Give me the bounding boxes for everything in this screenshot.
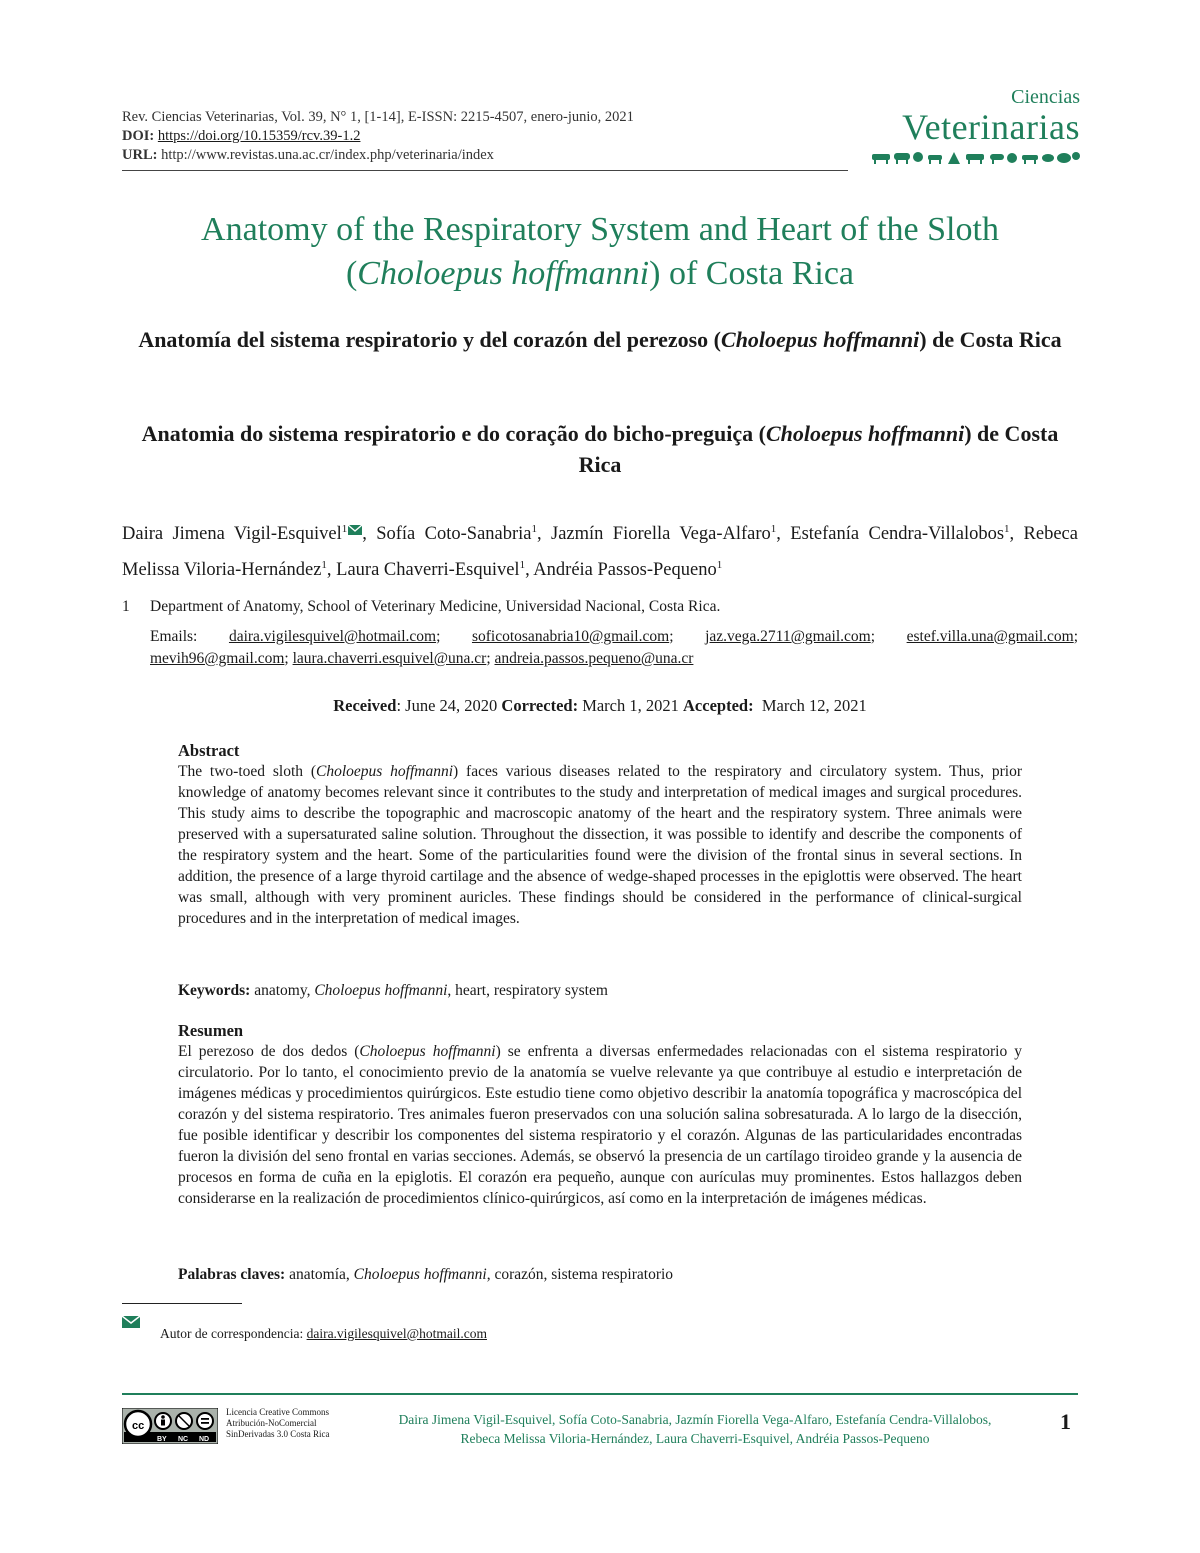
author-affiliation-mark: 1 bbox=[519, 559, 526, 572]
footnote-label: Autor de correspondencia: bbox=[160, 1326, 307, 1341]
author-list bbox=[122, 514, 1078, 586]
footnote-divider bbox=[122, 1303, 242, 1304]
email-link[interactable]: laura.chaverri.esquivel@una.cr bbox=[292, 650, 487, 667]
article-dates bbox=[120, 696, 1080, 716]
author-affiliation-mark: 1 bbox=[1004, 523, 1010, 535]
received-label: Received bbox=[333, 696, 397, 715]
subtitle-pt-before: Anatomia do sistema respiratorio e do coração do bicho-preguiça ( bbox=[141, 421, 766, 446]
abstract-text-after: ) faces various diseases related to the respiratory and circulatory system. Thus, prior knowledge of anatomy becomes relevant since it contributes to the study and interpretation of medical images and surgical procedures. This study aims to describe the topographic and macroscopic anatomy of the heart and the respiratory system. Three animals were preserved with a supersaturated saline solution. Throughout the dissection, it was possible to identify and describe the components of the respiratory system and the heart. Some of the particularities found were the division of the frontal sinus in several sections. In addition, the presence of a large thyroid cartilage and the absence of wedge-shaped processes in the epiglottis were observed. The heart was small, although with very prominent auricles. These findings should be considered in the performance of clinical-surgical procedures and in the interpretation of medical images. bbox=[178, 763, 1022, 927]
accepted-label: Accepted: bbox=[683, 696, 754, 715]
author-emails: Emails: daira.vigilesquivel@hotmail.com; soficotosanabria10@gmail.com; jaz.vega.2711@gmail.com; estef.villa.una@gmail.com; mevih96@gmail.com; laura.chaverri.esquivel@una.cr; andreia.passos.pequeno@una.cr bbox=[150, 628, 1078, 667]
abstract-species: Choloepus hoffmanni bbox=[316, 763, 454, 780]
doi-label: DOI: bbox=[122, 128, 155, 144]
corresponding-email-link[interactable]: daira.vigilesquivel@hotmail.com bbox=[306, 1326, 487, 1341]
author-affiliation-mark: 1 bbox=[321, 559, 327, 572]
subtitle-es-after: ) de Costa Rica bbox=[919, 327, 1062, 352]
footer-author-list bbox=[370, 1410, 1020, 1448]
title-portuguese bbox=[120, 418, 1080, 480]
keywords-after: , heart, respiratory system bbox=[447, 982, 608, 999]
resumen-section bbox=[178, 1020, 1022, 1209]
doi-link[interactable]: https://doi.org/10.15359/rcv.39-1.2 bbox=[157, 128, 361, 144]
citation-line: Rev. Ciencias Veterinarias, Vol. 39, N° 1, [1-14], E-ISSN: 2215-4507, enero-junio, 2021 bbox=[122, 109, 634, 125]
author-name: Laura Chaverri-Esquivel bbox=[336, 560, 520, 581]
cc-by-label: BY bbox=[157, 1436, 167, 1443]
keywords-section bbox=[178, 980, 1022, 1001]
author-separator: , bbox=[525, 560, 534, 581]
author-separator: , bbox=[362, 524, 377, 545]
author-affiliation-mark: 1 bbox=[341, 523, 348, 535]
author-name: Rebeca Melissa Viloria-Hernández bbox=[122, 524, 1078, 581]
title-species: Choloepus hoffmanni bbox=[357, 255, 650, 292]
author-separator: , bbox=[326, 560, 337, 581]
license-line2: Atribución-NoComercial bbox=[226, 1418, 317, 1428]
abstract-section bbox=[178, 740, 1022, 929]
license-text bbox=[226, 1407, 356, 1440]
subtitle-pt-species: Choloepus hoffmanni bbox=[765, 421, 965, 446]
abstract-heading: Abstract bbox=[178, 741, 240, 760]
logo-line2: Veterinarias bbox=[902, 107, 1080, 147]
title-open-paren: ( bbox=[345, 255, 358, 292]
mail-icon[interactable] bbox=[348, 525, 362, 535]
author-name: Sofía Coto-Sanabria bbox=[376, 524, 532, 545]
resumen-text-after: ) se enfrenta a diversas enfermedades relacionadas con el sistema respiratorio y circulatorio. Por lo tanto, el conocimiento previo de la anatomía se vuelve relevante ya que contribuye al estudio e interpretación de imágenes médicas y procedimientos quirúrgicos. Este estudio tiene como objetivo describir la anatomía topográfica y macroscópica del corazón y del sistema respiratorio. Tres animales fueron preservados con una solución salina sobresaturada. A lo largo de la disección, fue posible identificar y describir los componentes del sistema respiratorio y el corazón. Algunas de las particularidades encontradas fueron la división del seno frontal en varias secciones. Además, se observó la presencia de un cartílago tiroideo grande y la ausencia de procesos en forma de cuña en la epiglotis. El corazón era pequeño, aunque con aurículas muy prominentes. Estos hallazgos deben considerarse en la realización de procedimientos clínico-quirúrgicos, así como en la interpretación de imágenes médicas. bbox=[178, 1043, 1023, 1207]
email-link[interactable]: andreia.passos.pequeno@una.cr bbox=[494, 650, 694, 667]
abstract-text bbox=[178, 761, 1022, 929]
keywords-species: Choloepus hoffmanni bbox=[314, 982, 448, 999]
license-line3: SinDerivadas 3.0 Costa Rica bbox=[226, 1429, 330, 1439]
url-label: URL: bbox=[122, 147, 158, 163]
author-name: Estefanía Cendra-Villalobos bbox=[790, 524, 1005, 545]
creative-commons-badge-icon[interactable] bbox=[122, 1408, 218, 1444]
abstract-text-before: The two-toed sloth ( bbox=[178, 763, 317, 780]
corresponding-author-note bbox=[160, 1326, 487, 1342]
resumen-text bbox=[178, 1041, 1022, 1209]
email-link[interactable]: jaz.vega.2711@gmail.com bbox=[705, 628, 871, 645]
author-separator: , bbox=[776, 524, 791, 545]
email-link[interactable]: soficotosanabria10@gmail.com bbox=[471, 628, 670, 645]
affiliation-number: 1 bbox=[122, 598, 130, 615]
author-name: Daira Jimena Vigil-Esquivel bbox=[122, 524, 342, 545]
svg-text:cc: cc bbox=[132, 1420, 145, 1432]
corrected-label: Corrected: bbox=[501, 696, 579, 715]
title-line2-rest: ) of Costa Rica bbox=[649, 255, 855, 292]
title-spanish bbox=[120, 324, 1080, 355]
journal-logo bbox=[868, 86, 1080, 169]
cc-nc-label: NC bbox=[178, 1436, 189, 1443]
mail-icon bbox=[122, 1316, 140, 1328]
author-name: Jazmín Fiorella Vega-Alfaro bbox=[551, 524, 771, 545]
article-title bbox=[120, 208, 1080, 296]
email-link[interactable]: estef.villa.una@gmail.com bbox=[906, 628, 1074, 645]
url-line bbox=[122, 146, 852, 165]
author-separator: , bbox=[1009, 524, 1024, 545]
keywords-label: Keywords: bbox=[178, 982, 251, 999]
footer-authors-line1: Daira Jimena Vigil-Esquivel, Sofía Coto-Sanabria, Jazmín Fiorella Vega-Alfaro, Estefanía Cendra-Villalobos, bbox=[398, 1412, 992, 1427]
resumen-text-before: El perezoso de dos dedos ( bbox=[178, 1043, 360, 1060]
received-date: : June 24, 2020 bbox=[396, 696, 498, 715]
email-link[interactable]: mevih96@gmail.com bbox=[150, 650, 285, 667]
animal-silhouettes-icon bbox=[872, 150, 1080, 164]
palabras-claves-line bbox=[178, 1264, 1022, 1285]
keywords-line bbox=[178, 980, 1022, 1001]
logo-line1: Ciencias bbox=[1011, 86, 1080, 108]
footer-authors-line2: Rebeca Melissa Viloria-Hernández, Laura Chaverri-Esquivel, Andréia Passos-Pequeno bbox=[460, 1431, 930, 1446]
palabras-claves-label: Palabras claves: bbox=[178, 1266, 286, 1283]
license-line1: Licencia Creative Commons bbox=[226, 1407, 329, 1417]
subtitle-es-species: Choloepus hoffmanni bbox=[721, 327, 920, 352]
accepted-date: March 12, 2021 bbox=[761, 696, 867, 715]
subtitle-es-before: Anatomía del sistema respiratorio y del corazón del perezoso ( bbox=[138, 327, 722, 352]
emails-label: Emails: bbox=[150, 628, 198, 645]
author-separator: , bbox=[537, 524, 552, 545]
journal-url[interactable]: http://www.revistas.una.ac.cr/index.php/veterinaria/index bbox=[161, 147, 494, 163]
author-affiliation-mark: 1 bbox=[716, 559, 723, 572]
palabras-before: anatomía, bbox=[285, 1266, 354, 1283]
resumen-heading: Resumen bbox=[178, 1021, 244, 1040]
email-link[interactable]: daira.vigilesquivel@hotmail.com bbox=[228, 628, 437, 645]
author-name: Andréia Passos-Pequeno bbox=[533, 560, 717, 581]
author-affiliation-mark: 1 bbox=[531, 523, 538, 535]
author-affiliation-mark: 1 bbox=[770, 523, 777, 535]
title-line1: Anatomy of the Respiratory System and Heart of the Sloth bbox=[201, 211, 999, 248]
header-divider bbox=[122, 170, 848, 171]
palabras-claves-section bbox=[178, 1264, 1022, 1285]
keywords-before: anatomy, bbox=[250, 982, 315, 999]
subtitle-pt-after: ) de Costa Rica bbox=[578, 421, 1059, 477]
footer-divider bbox=[122, 1393, 1078, 1395]
page-number: 1 bbox=[1060, 1409, 1071, 1434]
cc-nd-label: ND bbox=[199, 1436, 210, 1443]
journal-header bbox=[122, 108, 852, 165]
palabras-after: , corazón, sistema respiratorio bbox=[486, 1266, 674, 1283]
affiliation-text: Department of Anatomy, School of Veterinary Medicine, Universidad Nacional, Costa Rica. bbox=[150, 598, 721, 615]
doi-line bbox=[122, 127, 852, 146]
corrected-date: March 1, 2021 bbox=[582, 696, 679, 715]
resumen-species: Choloepus hoffmanni bbox=[359, 1043, 496, 1060]
palabras-species: Choloepus hoffmanni bbox=[353, 1266, 487, 1283]
